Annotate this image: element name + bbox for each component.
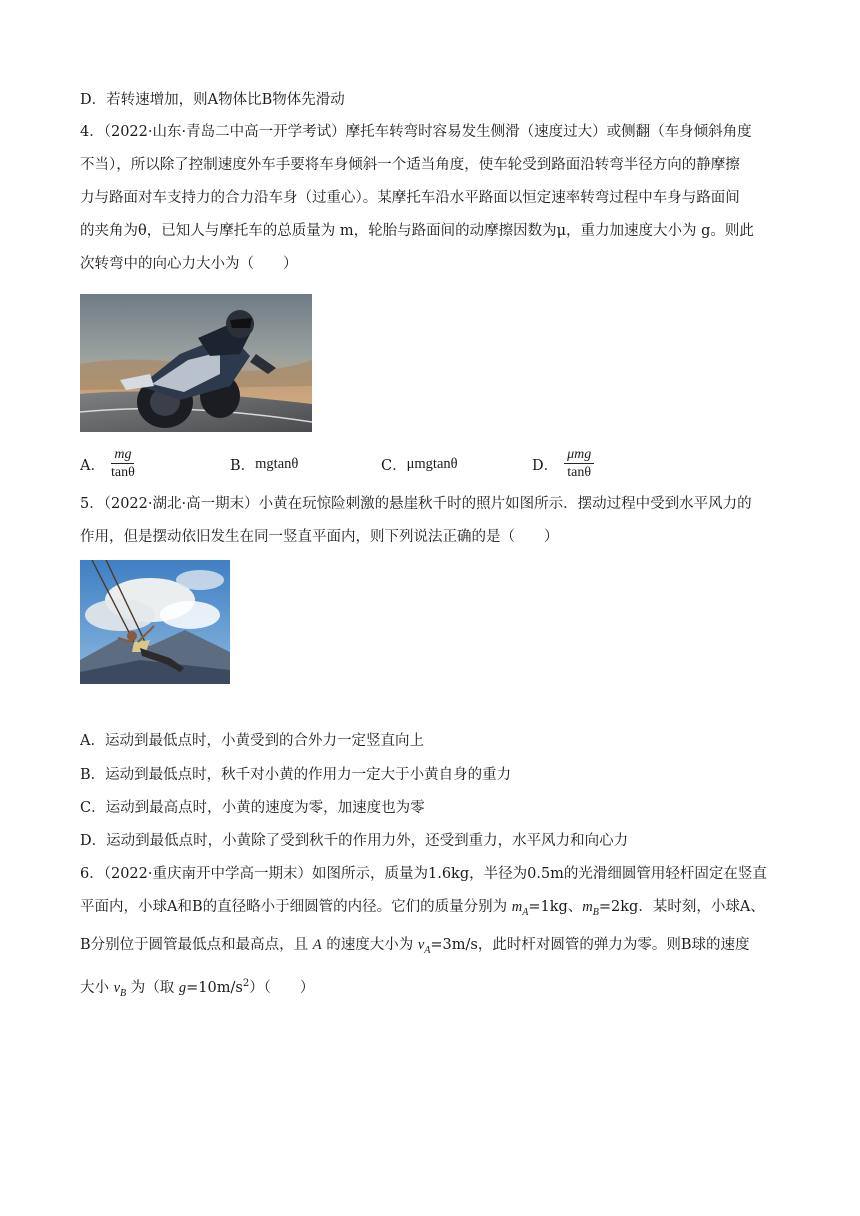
q4-option-a[interactable] bbox=[80, 444, 135, 484]
option-text: μmgtanθ bbox=[406, 455, 458, 472]
q4-stem-row: 的夹角为θ，已知人与摩托车的总质量为 m，轮胎与路面间的动摩擦因数为μ，重力加速度大小为 g。则此 bbox=[80, 223, 754, 239]
q6-stem-row: B分别位于圆管最低点和最高点，且 A 的速度大小为 $v_A=3m/s$，此时杆对圆管的弹力为零。则B球的速度 bbox=[80, 936, 750, 956]
q5-option-c[interactable]: C．运动到最高点时，小黄的速度为零，加速度也为零 bbox=[80, 800, 425, 816]
q6-stem-row: 大小 $v_B$ 为（取 $g=10m/s^2$）（ ） bbox=[80, 977, 315, 999]
fraction bbox=[111, 446, 135, 482]
option-label: C． bbox=[381, 457, 407, 474]
q4-options bbox=[80, 444, 780, 484]
q6-stem-row: 平面内，小球A和B的直径略小于细圆管的内径。它们的质量分别为 $m_A=1kg$、$m_B=2kg$．某时刻，小球A、 bbox=[80, 899, 765, 918]
option-text: mgtanθ bbox=[255, 455, 299, 472]
q4-stem bbox=[80, 116, 780, 281]
q6-stem-row: 6．（2022·重庆南开中学高一期末）如图所示，质量为1.6kg，半径为0.5m的光滑细圆管用轻杆固定在竖直 bbox=[80, 866, 767, 882]
q5-stem-row: 5．（2022·湖北·高一期末）小黄在玩惊险刺激的悬崖秋千时的照片如图所示．摆动过程中受到水平风力的 bbox=[80, 496, 752, 512]
q6-stem bbox=[80, 858, 780, 1010]
q4-option-c[interactable] bbox=[381, 444, 458, 484]
q4-stem-row: 次转弯中的向心力大小为（ ） bbox=[80, 256, 298, 272]
q5-stem bbox=[80, 488, 780, 554]
fraction-numerator: mg bbox=[111, 446, 134, 464]
cliff-swing-photo bbox=[80, 560, 230, 684]
q5-option-d[interactable]: D．运动到最低点时，小黄除了受到秋千的作用力外，还受到重力，水平风力和向心力 bbox=[80, 833, 629, 849]
q4-stem-row: 4．（2022·山东·青岛二中高一开学考试）摩托车转弯时容易发生侧滑（速度过大）或侧翻（车身倾斜角度 bbox=[80, 124, 752, 140]
q4-option-d[interactable] bbox=[532, 444, 594, 484]
option-label: A． bbox=[80, 457, 105, 474]
q5-stem-row: 作用，但是摆动依旧发生在同一竖直平面内，则下列说法正确的是（ ） bbox=[80, 529, 559, 545]
q5-option-a[interactable]: A．运动到最低点时，小黄受到的合外力一定竖直向上 bbox=[80, 733, 424, 749]
q4-stem-row: 不当），所以除了控制速度外车手要将车身倾斜一个适当角度，使车轮受到路面沿转弯半径方向的静摩擦 bbox=[80, 157, 740, 173]
fraction-denominator: tanθ bbox=[110, 465, 135, 480]
fraction bbox=[564, 446, 594, 482]
q4-option-b[interactable] bbox=[230, 444, 298, 484]
fraction-denominator: tanθ bbox=[567, 465, 592, 480]
q4-stem-row: 力与路面对车支持力的合力沿车身（过重心）。某摩托车沿水平路面以恒定速率转弯过程中车身与路面间 bbox=[80, 190, 740, 206]
option-label: D． bbox=[532, 457, 559, 474]
option-label: B． bbox=[230, 457, 256, 474]
motorcycle-photo bbox=[80, 294, 312, 432]
fraction-numerator: μmg bbox=[564, 446, 594, 464]
q3-option-d: D．若转速增加，则A物体比B物体先滑动 bbox=[80, 92, 345, 108]
q5-option-b[interactable]: B．运动到最低点时，秋千对小黄的作用力一定大于小黄自身的重力 bbox=[80, 767, 512, 783]
